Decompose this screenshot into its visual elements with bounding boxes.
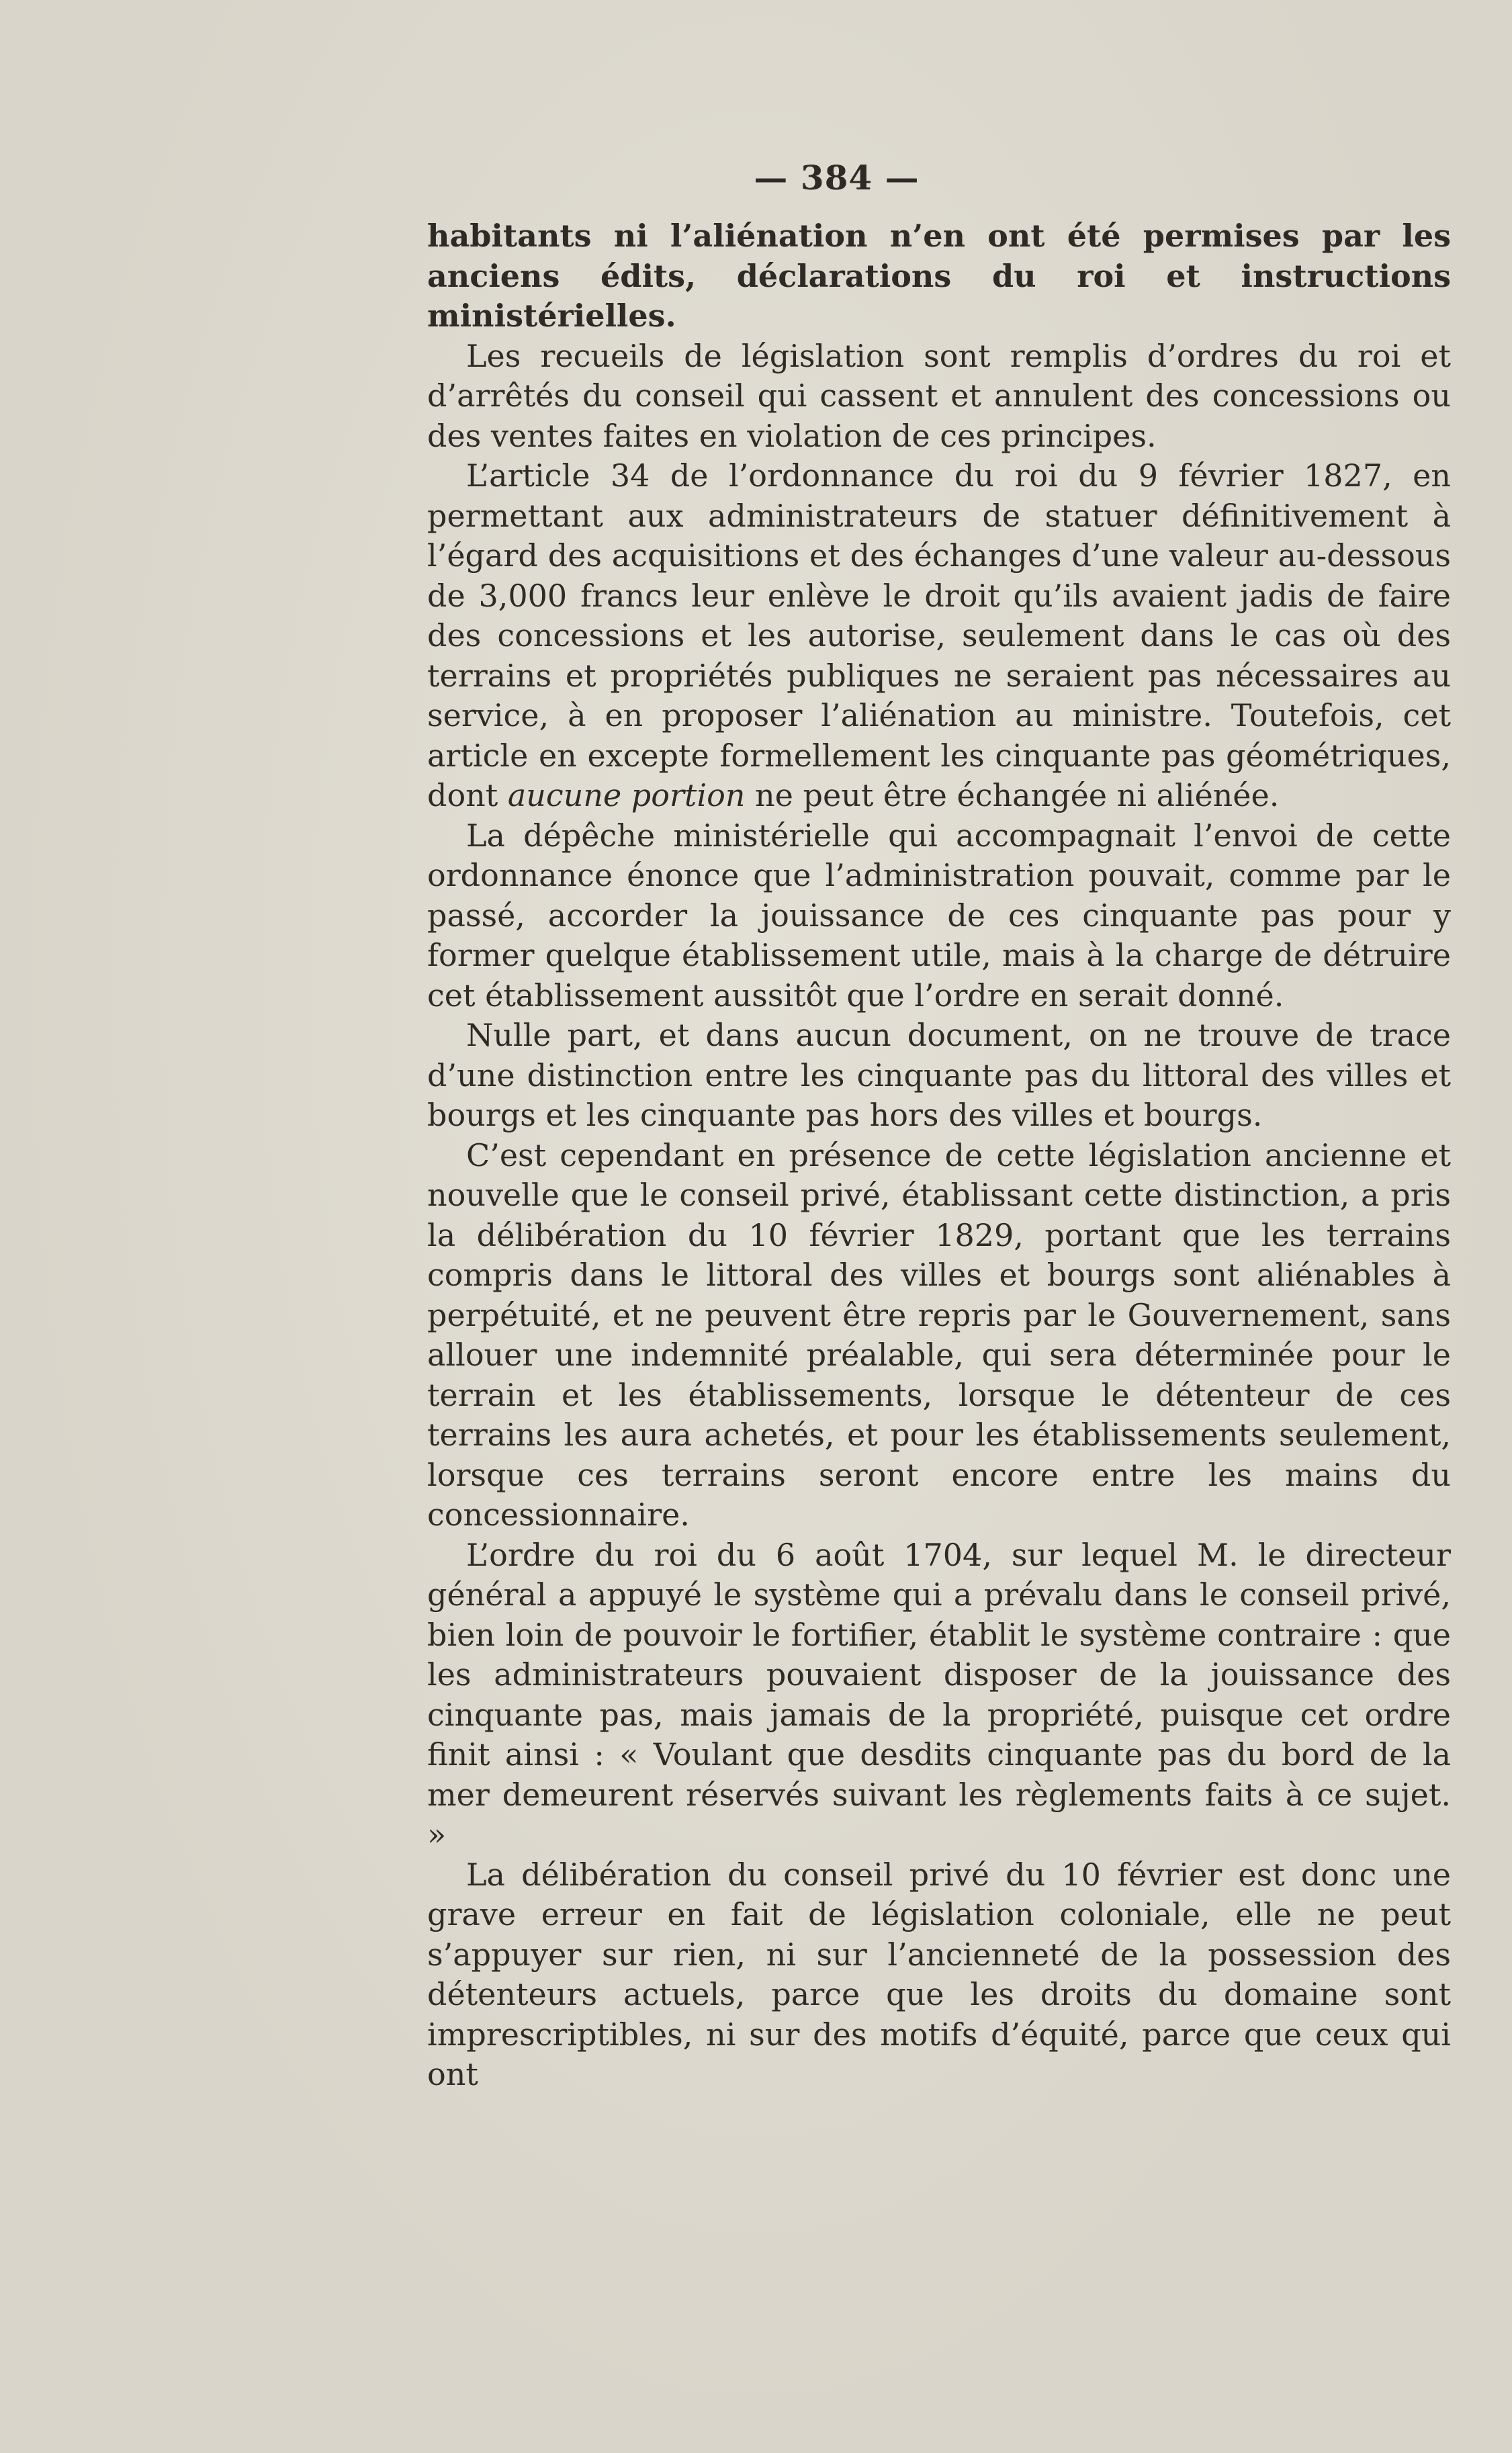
body-text — [427, 216, 1451, 2095]
paragraph-text: Nulle part, et dans aucun document, on ne trouve de trace d’une distinction entre les cinquante pas du littoral des villes et bourgs et les cinquante pas hors des villes et bourgs. — [427, 1017, 1451, 1133]
paragraph-text: C’est cependant en présence de cette législation ancienne et nouvelle que le conseil privé, établissant cette distinction, a pris la délibération du 10 février 1829, portant que les terrains compris dans le littoral des villes et bourgs sont aliénables à perpétuité, et ne peuvent être repris par le Gouvernement, sans allouer une indemnité préalable, qui sera déterminée pour le terrain et les établissements, lorsque le détenteur de ces terrains les aura achetés, et pour les établissements seulement, lorsque ces terrains seront encore entre les mains du concessionnaire. — [427, 1136, 1451, 1533]
emphasis-aucune-portion: aucune portion — [507, 777, 746, 813]
paragraph-text: Les recueils de législation sont remplis d’ordres du roi et d’arrêtés du conseil qui cassent et annulent des concessions ou des ventes faites en violation de ces principes. — [427, 337, 1451, 454]
paragraph-depeche — [427, 816, 1451, 1016]
paragraph-text: La délibération du conseil privé du 10 février est donc une grave erreur en fait de législation coloniale, elle ne peut s’appuyer sur rien, ni sur l’ancienneté de la possession des détenteurs actuels, parce que les droits du domaine sont imprescriptibles, ni sur des motifs d’équité, parce que ceux qui ont — [427, 1856, 1451, 2092]
paragraph-text: L’ordre du roi du 6 août 1704, sur lequel M. le directeur général a appuyé le système qui a prévalu dans le conseil privé, bien loin de pouvoir le fortifier, établit le système contraire : que les administrateurs pouvaient disposer de la jouissance des cinquante pas, mais jamais de la propriété, puisque cet ordre finit ainsi : « Voulant que desdits cinquante pas du bord de la mer demeurent réservés suivant les règlements faits à ce sujet. » — [427, 1536, 1451, 1853]
page-number: — 384 — — [754, 158, 920, 197]
paragraph-text-before: L’article 34 de l’ordonnance du roi du 9 février 1827, en permettant aux administrateurs de statuer définitivement à l’égard des acquisitions et des échanges d’une valeur au-dessous de 3,000 francs leur enlève le droit qu’ils avaient jadis de faire des concessions et les autorise, seulement dans le cas où des terrains et propriétés publiques ne seraient pas nécessaires au service, à en proposer l’aliénation au ministre. Toutefois, cet article en excepte formellement les cinquante pas géométriques, dont — [427, 457, 1451, 813]
paragraph-continued — [427, 216, 1451, 337]
paragraph-deliberation — [427, 1855, 1451, 2095]
paragraph-recueils — [427, 337, 1451, 457]
paragraph-ordre-du-roi — [427, 1535, 1451, 1855]
paragraph-cependant — [427, 1136, 1451, 1535]
paragraph-article-34 — [427, 456, 1451, 816]
paragraph-nulle-part — [427, 1016, 1451, 1136]
paragraph-text: habitants ni l’aliénation n’en ont été permises par les anciens édits, déclarations du roi et instructions ministérielles. — [427, 218, 1451, 334]
paragraph-text: La dépêche ministérielle qui accompagnait l’envoi de cette ordonnance énonce que l’administration pouvait, comme par le passé, accorder la jouissance de ces cinquante pas pour y former quelque établissement utile, mais à la charge de détruire cet établissement aussitôt que l’ordre en serait donné. — [427, 817, 1451, 1014]
paragraph-text-after: ne peut être échangée ni aliénée. — [745, 777, 1280, 813]
